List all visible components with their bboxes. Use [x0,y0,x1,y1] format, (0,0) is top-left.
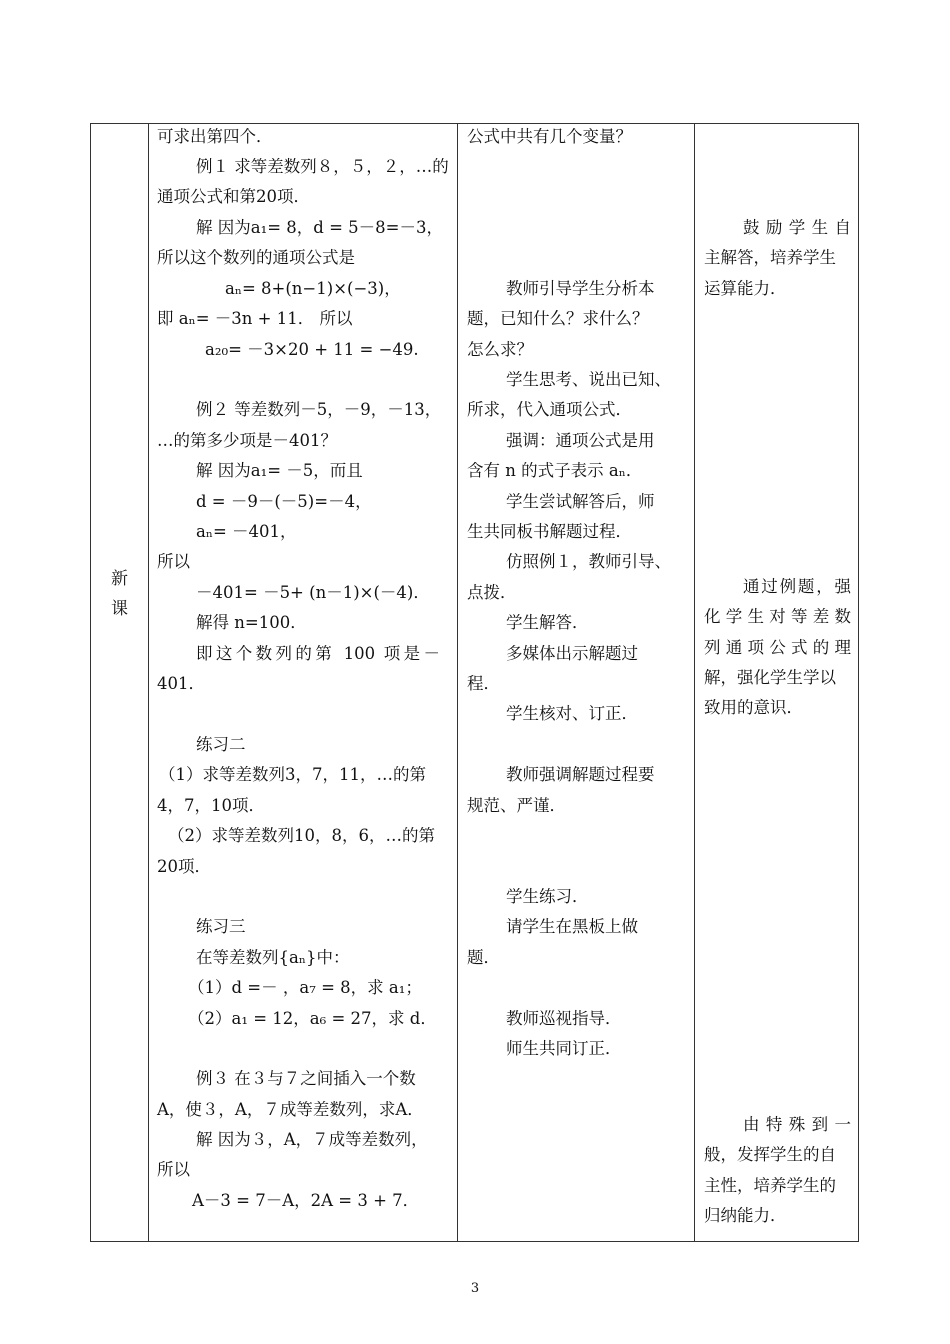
text-line: 例３ 在３与７之间插入一个数 [196,1069,416,1088]
text-line: 教师巡视指导． [506,1009,622,1028]
text-line: 致用的意识． [704,698,803,717]
text-line: 题，已知什么？求什么？ [467,309,649,328]
text-line: 程． [467,674,500,693]
text-line: 多媒体出示解题过 [506,644,638,663]
text-line: 教师引导学生分析本 [506,279,655,298]
text-line: 学生解答． [506,613,589,632]
text-line: （2）求等差数列10，8，6，…的第 [168,826,435,845]
text-line: 解 因为a₁= －5，而且 [196,461,363,480]
text-line: 归纳能力． [704,1206,787,1225]
text-line: 怎么求？ [467,340,533,359]
text-line: 解 因为a₁= 8，d = 5－8=－3， [196,218,443,237]
text-line: 可求出第四个． [157,127,273,146]
text-line: 主性，培养学生的 [704,1176,836,1195]
text-line: 鼓励学生自 [743,218,851,237]
text-line: 解，强化学生学以 [704,668,836,687]
text-line: 化学生对等差数 [704,607,851,626]
text-line: 20项． [157,857,211,876]
text-line: 4，7，10项． [157,796,265,815]
exercise-title: 练习二 [196,735,246,754]
formula-line: －401= －5+ (n－1)×(－4)． [196,583,430,602]
text-line: 题． [467,948,500,967]
text-line: 请学生在黑板上做 [506,917,638,936]
text-line: 列通项公式的理 [704,638,851,657]
text-line: 通过例题，强 [743,577,851,596]
exercise-title: 练习三 [196,917,246,936]
text-line: 由特殊到一 [743,1115,851,1134]
formula-line: a₂₀= －3×20 + 11 = −49. [205,340,419,359]
text-line: 例２ 等差数列－5，－9，－13， [196,400,442,419]
text-line: 学生思考、说出已知、 [506,370,671,389]
text-line: 学生尝试解答后，师 [506,492,655,511]
text-line: 401． [157,674,205,693]
formula-line: d = －9－(－5)=－4， [196,492,372,511]
text-line: 所以这个数列的通项公式是 [157,248,355,267]
section-label [91,564,148,624]
lesson-table [90,123,859,1242]
text-line: 例１ 求等差数列８，５，２，…的 [196,157,449,176]
text-line: 公式中共有几个变量？ [467,127,632,146]
text-line: （2）a₁ = 12，a₆ = 27，求 d． [188,1009,437,1028]
text-line: 学生练习． [506,887,589,906]
text-line: 主解答，培养学生 [704,248,836,267]
text-line: 教师强调解题过程要 [506,765,655,784]
text-line: （1）求等差数列3，7，11，…的第 [159,765,426,784]
section-label-char: 新 [111,569,128,589]
text-line: 即这个数列的第 100 项是－ [196,644,440,663]
text-line: 强调：通项公式是用 [506,431,655,450]
formula-line: aₙ= －401， [196,522,297,541]
text-line: 般，发挥学生的自 [704,1145,836,1164]
text-line: 规范、严谨． [467,796,566,815]
text-line: 生共同板书解题过程． [467,522,632,541]
text-line: 解得 n=100． [196,613,307,632]
text-line: 所求，代入通项公式． [467,400,632,419]
text-line: （1）d =－ ，a₇ = 8，求 a₁； [188,978,422,997]
text-line: 通项公式和第20项． [157,187,310,206]
text-line: …的第多少项是－401？ [157,431,337,450]
text-line: 学生核对、订正． [506,704,638,723]
page-number: 3 [470,1281,480,1296]
text-line: 仿照例１，教师引导、 [506,552,671,571]
text-line: 师生共同订正． [506,1039,622,1058]
text-line: 运算能力． [704,279,787,298]
text-line: 解 因为３，A，７成等差数列， [196,1130,428,1149]
text-line: 在等差数列{aₙ}中： [196,948,350,967]
text-line: 含有 n 的式子表示 aₙ． [467,461,643,480]
formula-line: aₙ= 8+(n−1)×(−3)， [225,279,401,298]
design-intent-column [694,124,860,1241]
text-line: 所以 [157,1160,190,1179]
text-line: 所以 [157,552,190,571]
content-column [148,124,457,1241]
text-line: 点拨． [467,583,517,602]
formula-line: A－3 = 7－A，2A = 3 + 7． [192,1191,420,1210]
teacher-activity-column [457,124,694,1241]
text-line: 即 aₙ= －3n + 11． 所以 [157,309,353,328]
text-line: A，使３，A，７成等差数列，求A． [157,1100,424,1119]
section-label-char: 课 [111,599,128,619]
